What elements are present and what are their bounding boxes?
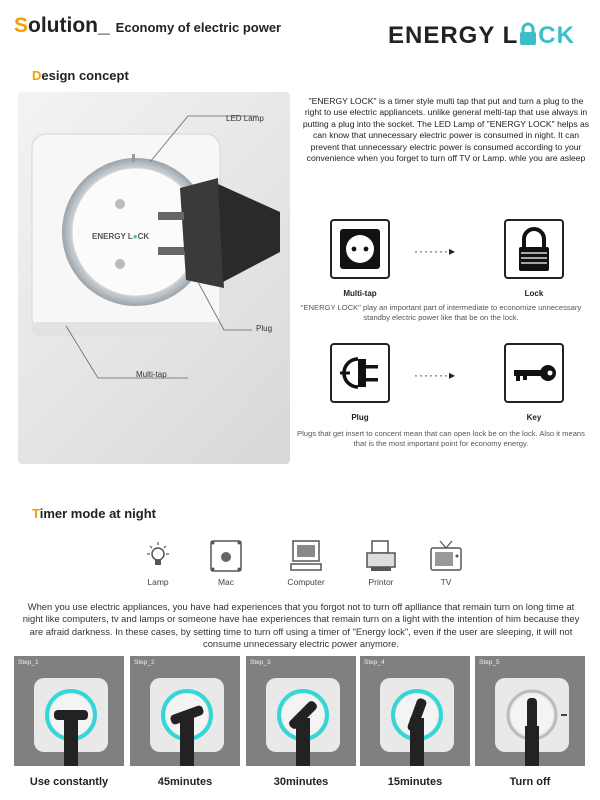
lock-o-icon: ●: [132, 232, 138, 241]
device-label-a: ENERGY L: [92, 232, 133, 241]
tv-icon: [428, 538, 464, 579]
step-label: Step_1: [18, 659, 39, 666]
appliance-label: TV: [440, 577, 452, 587]
step-photo: [360, 656, 470, 766]
product-photo: [18, 92, 290, 464]
callout-multitap: Multi-tap: [136, 370, 167, 379]
timer-mode-title: [32, 506, 156, 521]
step-photo: [475, 656, 585, 766]
brand-logo-part-b: CK: [538, 22, 575, 49]
solution-word: olution_: [28, 14, 110, 37]
design-note-1: "ENERGY LOCK" play an important part of intermediate to economize unnecessary standby electric power like that be on the lock.: [300, 303, 582, 322]
appliance-label: Lamp: [147, 577, 169, 587]
lamp-icon: [140, 538, 176, 579]
solution-initial: S: [14, 14, 29, 37]
appliance-label: Printor: [368, 577, 394, 587]
design-concept-title: [32, 68, 129, 83]
timer-title-initial: T: [32, 506, 40, 521]
lock-label: Lock: [524, 289, 544, 298]
callout-plug: Plug: [256, 324, 273, 333]
step-caption: Use constantly: [29, 776, 109, 788]
lock-icon: [504, 219, 564, 279]
computer-icon: [288, 538, 324, 579]
appliance-label: Computer: [287, 577, 325, 587]
multitap-label: Multi-tap: [343, 289, 377, 298]
timer-paragraph: When you use electric appliances, you have had experiences that you forgot not to turn off aplliance that remain turn on long time at night like computers, tv and lamps or someone have hae experiences that remain turn on a light with the intention of him because they are afraid darkness. In these cases, by setting time to turn off using a timer of "Energy lock", even if the user are sleeping, it will not consume unnecessary electric power anymore.: [22, 601, 580, 650]
step-label: Step_5: [479, 659, 500, 666]
step-label: Step_3: [250, 659, 271, 666]
brand-logo: [388, 22, 575, 50]
solution-subtitle: Economy of electric power: [115, 20, 282, 35]
timer-title-word: imer mode at night: [39, 506, 157, 521]
step-caption: Turn off: [509, 776, 551, 788]
design-title-word: esign concept: [41, 68, 129, 83]
step-label: Step_4: [364, 659, 385, 666]
arrow-right-icon: ·······▸: [414, 368, 456, 382]
step-caption: 15minutes: [387, 776, 443, 788]
appliance-label: Mac: [217, 577, 235, 587]
mac-icon: [208, 538, 244, 579]
step-caption: 30minutes: [273, 776, 329, 788]
design-title-initial: D: [32, 68, 42, 83]
step-photo: [246, 656, 356, 766]
step-caption: 45minutes: [157, 776, 213, 788]
plug-label: Plug: [351, 413, 369, 422]
design-description: "ENERGY LOCK" is a timer style multi tap that put and turn a plug to the right to use electric appliancets. unlike general melti-tap that use always in putting a plug into the socket. The LED Lamp of "ENERGY LOCK" helps as can know that unnecessary electric power is consumed in night. It can prevent that unnecessary electric power is consumed according to your convenience when you forget to turn off TV or Lamp. whle you are asleep: [302, 96, 590, 164]
device-label-b: CK: [137, 232, 150, 241]
step-photo: [130, 656, 240, 766]
printer-icon: [363, 538, 399, 579]
step-label: Step_2: [134, 659, 155, 666]
device-label: [92, 232, 149, 241]
lock-o-icon: [518, 22, 538, 49]
key-icon: [504, 343, 564, 403]
arrow-right-icon: ·······▸: [414, 244, 456, 258]
solution-heading: [14, 14, 281, 38]
plug-icon: [330, 343, 390, 403]
brand-logo-part-a: ENERGY L: [388, 22, 519, 49]
callout-led-lamp: LED Lamp: [226, 114, 264, 123]
multitap-icon: [330, 219, 390, 279]
step-photo: [14, 656, 124, 766]
design-note-2: Plugs that get insert to concent mean that can open lock be on the lock. Also it means that is the most important point for economy energy.: [297, 429, 585, 448]
key-label: Key: [526, 413, 542, 422]
